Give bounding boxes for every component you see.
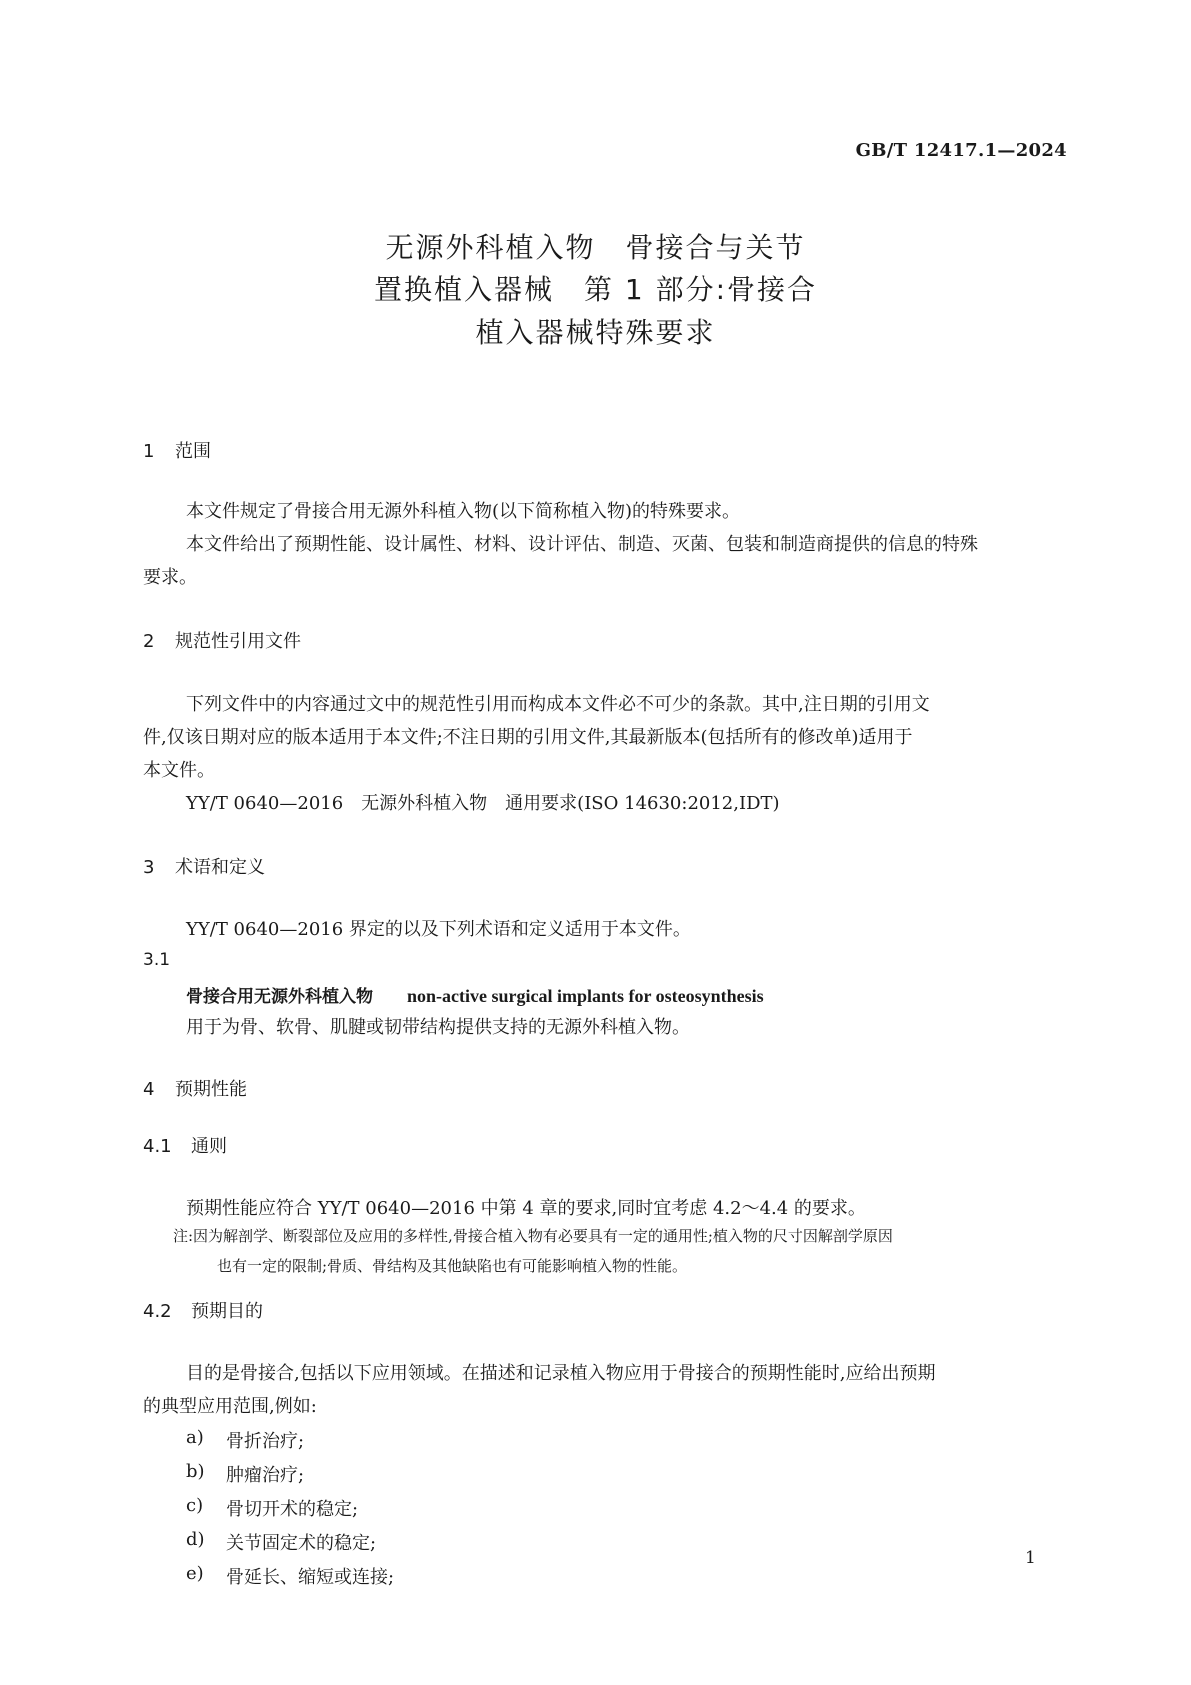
paragraph-continuation: 的典型应用范围,例如: <box>143 1396 317 1417</box>
term-english: non-active surgical implants for osteosynthesis <box>407 986 764 1006</box>
list-item-label: d) <box>186 1529 205 1550</box>
section-title: 规范性引用文件 <box>175 631 301 652</box>
section-number: 1 <box>143 441 155 462</box>
paragraph: 下列文件中的内容通过文中的规范性引用而构成本文件必不可少的条款。其中,注日期的引用文 <box>186 694 930 715</box>
paragraph-continuation: 本文件。 <box>143 760 215 781</box>
list-item-label: e) <box>186 1563 204 1584</box>
term-chinese: 骨接合用无源外科植入物 <box>186 987 373 1007</box>
list-item: 关节固定术的稳定; <box>226 1533 377 1554</box>
paragraph: 目的是骨接合,包括以下应用领域。在描述和记录植入物应用于骨接合的预期性能时,应给出预期 <box>186 1363 936 1384</box>
section-title: 范围 <box>175 441 211 462</box>
subsection-title: 预期目的 <box>191 1301 263 1322</box>
document-title-line-3: 植入器械特殊要求 <box>475 316 716 349</box>
note-continuation: 也有一定的限制;骨质、骨结构及其他缺陷也有可能影响植入物的性能。 <box>217 1257 688 1275</box>
paragraph: 预期性能应符合 YY/T 0640—2016 中第 4 章的要求,同时宜考虑 4.2～4.4 的要求。 <box>186 1198 866 1219</box>
list-item-label: c) <box>186 1495 204 1516</box>
list-item: 肿瘤治疗; <box>226 1465 305 1486</box>
list-item: 骨切开术的稳定; <box>226 1499 359 1520</box>
section-number: 3 <box>143 857 155 878</box>
section-2-heading <box>143 627 301 653</box>
term-number: 3.1 <box>143 950 171 970</box>
normative-reference: YY/T 0640—2016 无源外科植入物 通用要求(ISO 14630:2012,IDT) <box>186 793 780 814</box>
paragraph: YY/T 0640—2016 界定的以及下列术语和定义适用于本文件。 <box>186 919 691 940</box>
section-3-heading <box>143 853 265 879</box>
subsection-4-1-heading <box>143 1132 227 1158</box>
list-item: 骨延长、缩短或连接; <box>226 1567 395 1588</box>
paragraph: 本文件给出了预期性能、设计属性、材料、设计评估、制造、灭菌、包装和制造商提供的信息的特殊 <box>186 534 978 555</box>
section-number: 4 <box>143 1079 155 1100</box>
document-title-line-2: 置换植入器械 第 1 部分:骨接合 <box>373 273 818 306</box>
list-item-label: b) <box>186 1461 205 1482</box>
subsection-number: 4.1 <box>143 1136 172 1157</box>
section-title: 预期性能 <box>175 1079 247 1100</box>
section-1-heading <box>143 437 211 463</box>
paragraph-continuation: 要求。 <box>143 567 197 588</box>
document-title-line-1: 无源外科植入物 骨接合与关节 <box>385 231 806 264</box>
standard-number: GB/T 12417.1—2024 <box>855 140 1067 161</box>
paragraph-continuation: 件,仅该日期对应的版本适用于本文件;不注日期的引用文件,其最新版本(包括所有的修改单)适用于 <box>143 727 913 748</box>
list-item-label: a) <box>186 1427 204 1448</box>
list-item: 骨折治疗; <box>226 1431 305 1452</box>
subsection-number: 4.2 <box>143 1301 172 1322</box>
subsection-4-2-heading <box>143 1297 263 1323</box>
term-entry <box>186 982 764 1007</box>
section-4-heading <box>143 1075 247 1101</box>
page-number: 1 <box>1025 1548 1036 1568</box>
term-definition: 用于为骨、软骨、肌腱或韧带结构提供支持的无源外科植入物。 <box>186 1017 690 1038</box>
paragraph: 本文件规定了骨接合用无源外科植入物(以下简称植入物)的特殊要求。 <box>186 501 741 522</box>
note: 注:因为解剖学、断裂部位及应用的多样性,骨接合植入物有必要具有一定的通用性;植入物的尺寸因解剖学原因 <box>173 1227 893 1245</box>
section-number: 2 <box>143 631 155 652</box>
section-title: 术语和定义 <box>175 857 265 878</box>
subsection-title: 通则 <box>191 1136 227 1157</box>
